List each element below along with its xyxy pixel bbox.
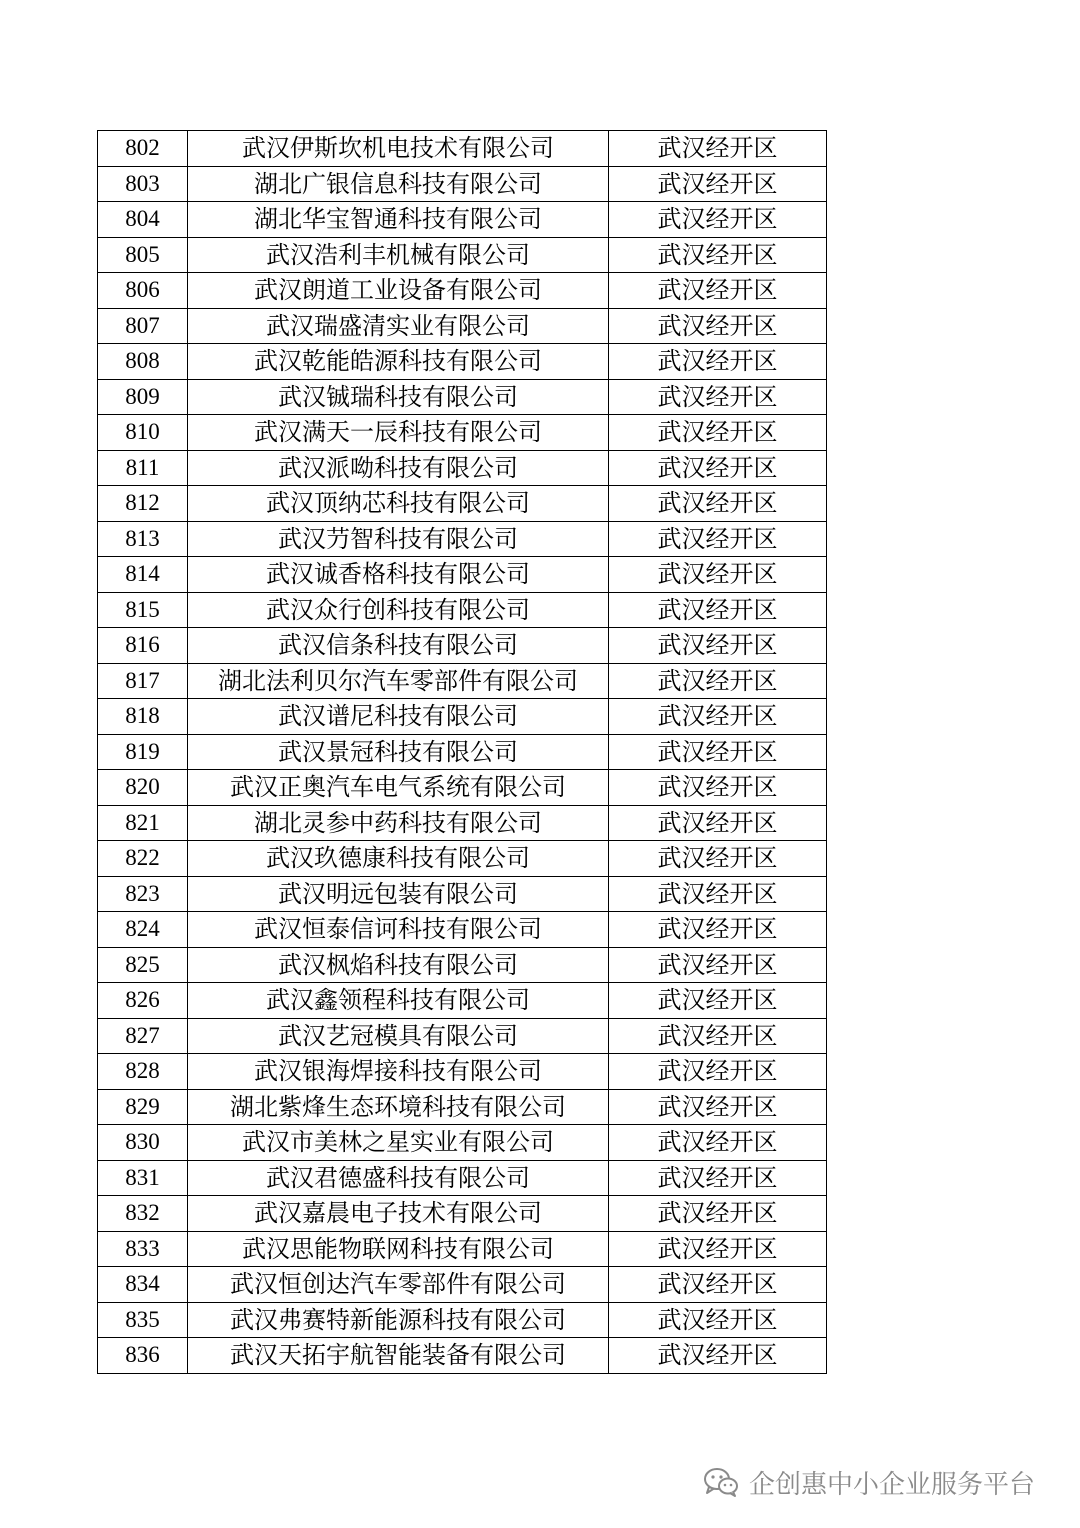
company-name: 武汉艺冠模具有限公司 [188,1018,609,1054]
table-row [98,1267,827,1303]
district-name: 武汉经开区 [609,983,827,1019]
wechat-icon [703,1466,739,1498]
table-row [98,1196,827,1232]
company-name: 武汉朗道工业设备有限公司 [188,273,609,309]
table-row [98,663,827,699]
company-name: 武汉鑫领程科技有限公司 [188,983,609,1019]
district-name: 武汉经开区 [609,521,827,557]
row-number: 833 [98,1231,188,1267]
table-row [98,415,827,451]
company-name: 武汉明远包装有限公司 [188,876,609,912]
table-row [98,734,827,770]
row-number: 808 [98,344,188,380]
district-name: 武汉经开区 [609,912,827,948]
company-name: 武汉铖瑞科技有限公司 [188,379,609,415]
district-name: 武汉经开区 [609,202,827,238]
district-name: 武汉经开区 [609,166,827,202]
table-row [98,1302,827,1338]
table-row [98,628,827,664]
row-number: 827 [98,1018,188,1054]
district-name: 武汉经开区 [609,1267,827,1303]
row-number: 821 [98,805,188,841]
company-name: 武汉君德盛科技有限公司 [188,1160,609,1196]
row-number: 835 [98,1302,188,1338]
table-row [98,947,827,983]
row-number: 816 [98,628,188,664]
table-row [98,273,827,309]
company-name: 武汉伊斯坎机电技术有限公司 [188,131,609,167]
table-row [98,805,827,841]
row-number: 822 [98,841,188,877]
company-list-table [97,130,827,1374]
row-number: 811 [98,450,188,486]
company-name: 湖北华宝智通科技有限公司 [188,202,609,238]
company-name: 武汉天拓宇航智能装备有限公司 [188,1338,609,1374]
table-row [98,166,827,202]
table-row [98,486,827,522]
district-name: 武汉经开区 [609,876,827,912]
district-name: 武汉经开区 [609,131,827,167]
row-number: 823 [98,876,188,912]
company-name: 武汉恒创达汽车零部件有限公司 [188,1267,609,1303]
company-name: 武汉浩利丰机械有限公司 [188,237,609,273]
row-number: 805 [98,237,188,273]
district-name: 武汉经开区 [609,1231,827,1267]
district-name: 武汉经开区 [609,1089,827,1125]
company-name: 湖北广银信息科技有限公司 [188,166,609,202]
district-name: 武汉经开区 [609,663,827,699]
company-name: 武汉芀智科技有限公司 [188,521,609,557]
table-row [98,1338,827,1374]
company-name: 武汉瑞盛清实业有限公司 [188,308,609,344]
company-name: 武汉市美林之星实业有限公司 [188,1125,609,1161]
company-name: 武汉诚香格科技有限公司 [188,557,609,593]
company-name: 武汉景冠科技有限公司 [188,734,609,770]
company-name: 湖北灵参中药科技有限公司 [188,805,609,841]
company-name: 湖北紫烽生态环境科技有限公司 [188,1089,609,1125]
district-name: 武汉经开区 [609,486,827,522]
company-name: 武汉信条科技有限公司 [188,628,609,664]
table-row [98,202,827,238]
table-row [98,1160,827,1196]
company-name: 武汉嘉晨电子技术有限公司 [188,1196,609,1232]
table-row [98,770,827,806]
row-number: 834 [98,1267,188,1303]
district-name: 武汉经开区 [609,557,827,593]
table-row [98,1231,827,1267]
district-name: 武汉经开区 [609,237,827,273]
company-name: 武汉弗赛特新能源科技有限公司 [188,1302,609,1338]
company-name: 武汉银海焊接科技有限公司 [188,1054,609,1090]
row-number: 817 [98,663,188,699]
district-name: 武汉经开区 [609,770,827,806]
row-number: 803 [98,166,188,202]
row-number: 809 [98,379,188,415]
district-name: 武汉经开区 [609,1338,827,1374]
district-name: 武汉经开区 [609,1302,827,1338]
row-number: 836 [98,1338,188,1374]
table-row [98,592,827,628]
district-name: 武汉经开区 [609,1125,827,1161]
district-name: 武汉经开区 [609,628,827,664]
company-name: 武汉正奥汽车电气系统有限公司 [188,770,609,806]
table-body [98,131,827,1374]
table-row [98,699,827,735]
table-row [98,379,827,415]
row-number: 810 [98,415,188,451]
table-row [98,841,827,877]
watermark [703,1462,1035,1502]
district-name: 武汉经开区 [609,947,827,983]
district-name: 武汉经开区 [609,841,827,877]
district-name: 武汉经开区 [609,450,827,486]
company-name: 武汉派呦科技有限公司 [188,450,609,486]
company-name: 湖北法利贝尔汽车零部件有限公司 [188,663,609,699]
table-row [98,1089,827,1125]
district-name: 武汉经开区 [609,308,827,344]
row-number: 818 [98,699,188,735]
table-row [98,557,827,593]
row-number: 820 [98,770,188,806]
district-name: 武汉经开区 [609,344,827,380]
row-number: 814 [98,557,188,593]
district-name: 武汉经开区 [609,592,827,628]
row-number: 830 [98,1125,188,1161]
row-number: 831 [98,1160,188,1196]
table-row [98,344,827,380]
row-number: 802 [98,131,188,167]
row-number: 813 [98,521,188,557]
table-row [98,1018,827,1054]
district-name: 武汉经开区 [609,805,827,841]
row-number: 828 [98,1054,188,1090]
district-name: 武汉经开区 [609,1196,827,1232]
watermark-text: 企创惠中小企业服务平台 [749,1469,1036,1500]
row-number: 826 [98,983,188,1019]
table-row [98,876,827,912]
row-number: 825 [98,947,188,983]
company-name: 武汉思能物联网科技有限公司 [188,1231,609,1267]
district-name: 武汉经开区 [609,1160,827,1196]
table-row [98,308,827,344]
table-row [98,131,827,167]
district-name: 武汉经开区 [609,273,827,309]
table-row [98,983,827,1019]
row-number: 824 [98,912,188,948]
row-number: 819 [98,734,188,770]
table-row [98,912,827,948]
company-name: 武汉众行创科技有限公司 [188,592,609,628]
row-number: 812 [98,486,188,522]
row-number: 832 [98,1196,188,1232]
row-number: 815 [98,592,188,628]
district-name: 武汉经开区 [609,734,827,770]
row-number: 804 [98,202,188,238]
table-row [98,237,827,273]
district-name: 武汉经开区 [609,1054,827,1090]
company-name: 武汉谱尼科技有限公司 [188,699,609,735]
company-name: 武汉满天一辰科技有限公司 [188,415,609,451]
table-row [98,1054,827,1090]
row-number: 829 [98,1089,188,1125]
table-row [98,1125,827,1161]
row-number: 807 [98,308,188,344]
district-name: 武汉经开区 [609,379,827,415]
company-name: 武汉顶纳芯科技有限公司 [188,486,609,522]
company-name: 武汉玖德康科技有限公司 [188,841,609,877]
district-name: 武汉经开区 [609,415,827,451]
company-name: 武汉枫焰科技有限公司 [188,947,609,983]
row-number: 806 [98,273,188,309]
district-name: 武汉经开区 [609,699,827,735]
table-row [98,521,827,557]
company-name: 武汉乾能皓源科技有限公司 [188,344,609,380]
district-name: 武汉经开区 [609,1018,827,1054]
table-row [98,450,827,486]
company-name: 武汉恒泰信诃科技有限公司 [188,912,609,948]
